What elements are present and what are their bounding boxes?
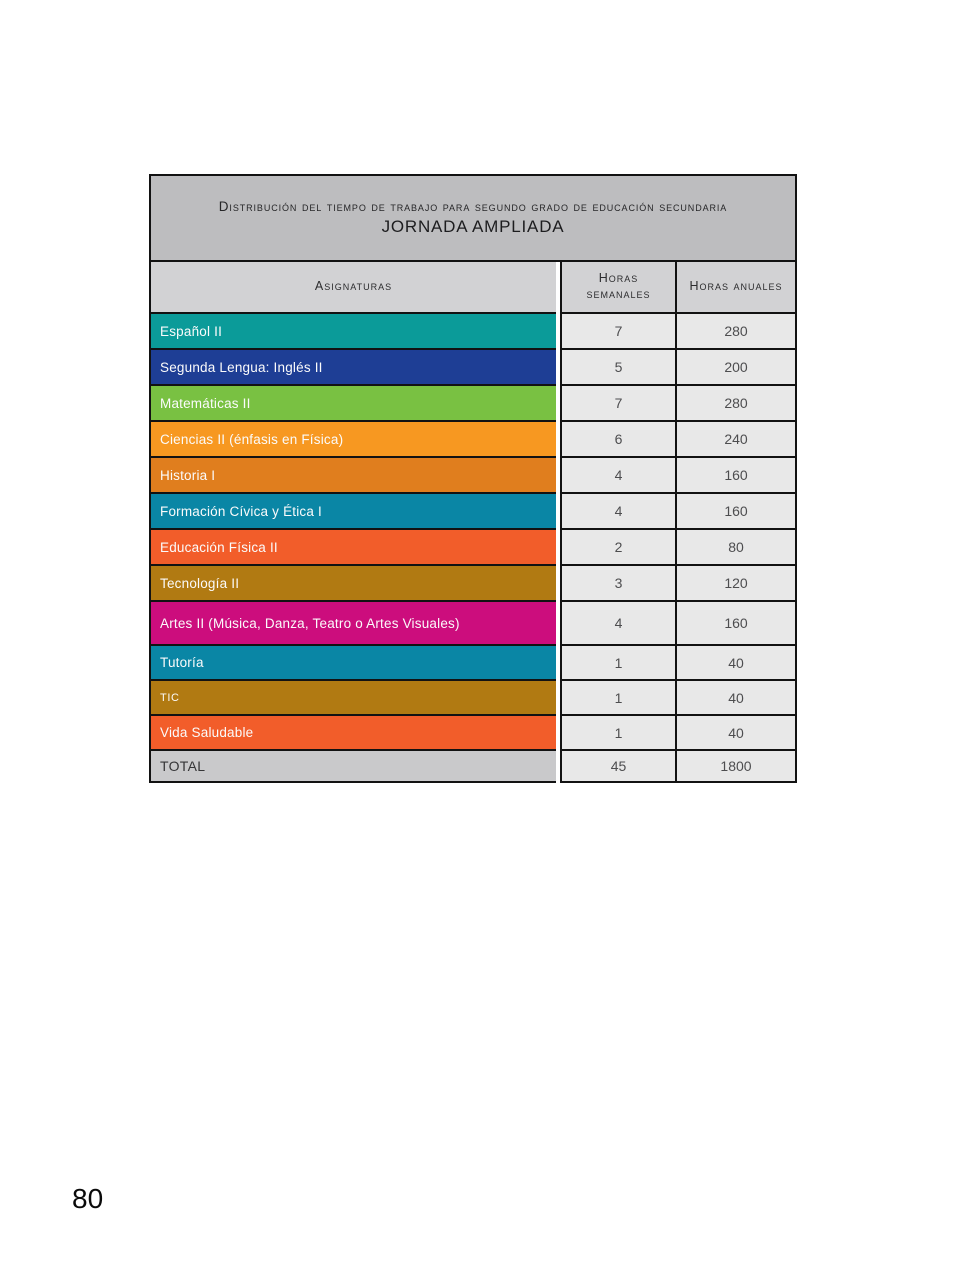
total-row bbox=[149, 751, 797, 783]
table-subtitle: JORNADA AMPLIADA bbox=[381, 217, 565, 236]
table-row bbox=[149, 716, 797, 751]
subject-label: Tutoría bbox=[160, 655, 204, 670]
annual-hours-cell: 40 bbox=[677, 716, 797, 751]
table-title-band bbox=[149, 174, 797, 262]
annual-hours-cell: 160 bbox=[677, 494, 797, 530]
subject-label: Vida Saludable bbox=[160, 725, 254, 740]
subject-cell bbox=[149, 422, 556, 458]
annual-hours-cell: 40 bbox=[677, 646, 797, 681]
total-label-cell bbox=[149, 751, 556, 783]
weekly-hours-cell: 4 bbox=[560, 602, 677, 646]
subject-label: Matemáticas II bbox=[160, 395, 251, 411]
subject-cell bbox=[149, 350, 556, 386]
weekly-hours-cell: 4 bbox=[560, 458, 677, 494]
annual-hours-cell: 160 bbox=[677, 602, 797, 646]
weekly-hours-cell: 6 bbox=[560, 422, 677, 458]
subject-header-cell bbox=[149, 262, 556, 314]
table-row bbox=[149, 602, 797, 646]
annual-hours-cell: 160 bbox=[677, 458, 797, 494]
subject-cell bbox=[149, 386, 556, 422]
schedule-table bbox=[149, 174, 797, 783]
weekly-hours-cell: 7 bbox=[560, 386, 677, 422]
subject-label: Formación Cívica y Ética I bbox=[160, 503, 322, 519]
table-body bbox=[149, 314, 797, 751]
subject-cell bbox=[149, 602, 556, 646]
weekly-hours-header-cell bbox=[560, 262, 677, 314]
subject-cell bbox=[149, 681, 556, 716]
annual-hours-cell: 280 bbox=[677, 386, 797, 422]
subject-cell bbox=[149, 314, 556, 350]
subject-label: Español II bbox=[160, 323, 223, 339]
annual-hours-cell: 240 bbox=[677, 422, 797, 458]
weekly-hours-cell: 1 bbox=[560, 681, 677, 716]
annual-hours-cell: 280 bbox=[677, 314, 797, 350]
annual-hours-header-cell bbox=[677, 262, 797, 314]
total-annual-hours-cell: 1800 bbox=[677, 751, 797, 783]
table-row bbox=[149, 494, 797, 530]
subject-cell bbox=[149, 566, 556, 602]
table-row bbox=[149, 350, 797, 386]
table-row bbox=[149, 646, 797, 681]
weekly-hours-cell: 1 bbox=[560, 646, 677, 681]
table-row bbox=[149, 458, 797, 494]
subject-label: Historia I bbox=[160, 467, 216, 483]
table-row bbox=[149, 530, 797, 566]
total-weekly-hours-cell: 45 bbox=[560, 751, 677, 783]
weekly-hours-cell: 3 bbox=[560, 566, 677, 602]
table-title: Distribución del tiempo de trabajo para segundo grado de educación secundaria bbox=[218, 199, 728, 214]
subject-label: Educación Física II bbox=[160, 539, 278, 555]
table-row bbox=[149, 386, 797, 422]
weekly-hours-header-label: Horas semanales bbox=[586, 271, 651, 301]
subject-label: Artes II (Música, Danza, Teatro o Artes Visuales) bbox=[160, 615, 460, 631]
subject-label: Tecnología II bbox=[160, 575, 240, 591]
subject-cell bbox=[149, 530, 556, 566]
annual-hours-cell: 80 bbox=[677, 530, 797, 566]
subject-header-label: Asignaturas bbox=[314, 279, 393, 294]
table-row bbox=[149, 566, 797, 602]
annual-hours-cell: 200 bbox=[677, 350, 797, 386]
subject-label: Segunda Lengua: Inglés II bbox=[160, 359, 323, 375]
table-row bbox=[149, 314, 797, 350]
subject-label: Ciencias II (énfasis en Física) bbox=[160, 431, 344, 447]
weekly-hours-cell: 5 bbox=[560, 350, 677, 386]
weekly-hours-cell: 2 bbox=[560, 530, 677, 566]
table-row bbox=[149, 681, 797, 716]
table-header-row bbox=[149, 262, 797, 314]
weekly-hours-cell: 1 bbox=[560, 716, 677, 751]
page-number: 80 bbox=[72, 1183, 104, 1214]
weekly-hours-cell: 4 bbox=[560, 494, 677, 530]
subject-cell bbox=[149, 716, 556, 751]
weekly-hours-cell: 7 bbox=[560, 314, 677, 350]
total-label: TOTAL bbox=[160, 758, 206, 774]
subject-cell bbox=[149, 646, 556, 681]
annual-hours-header-label: Horas anuales bbox=[689, 279, 783, 294]
subject-label: TIC bbox=[160, 691, 180, 704]
annual-hours-cell: 40 bbox=[677, 681, 797, 716]
subject-cell bbox=[149, 494, 556, 530]
annual-hours-cell: 120 bbox=[677, 566, 797, 602]
table-row bbox=[149, 422, 797, 458]
subject-cell bbox=[149, 458, 556, 494]
